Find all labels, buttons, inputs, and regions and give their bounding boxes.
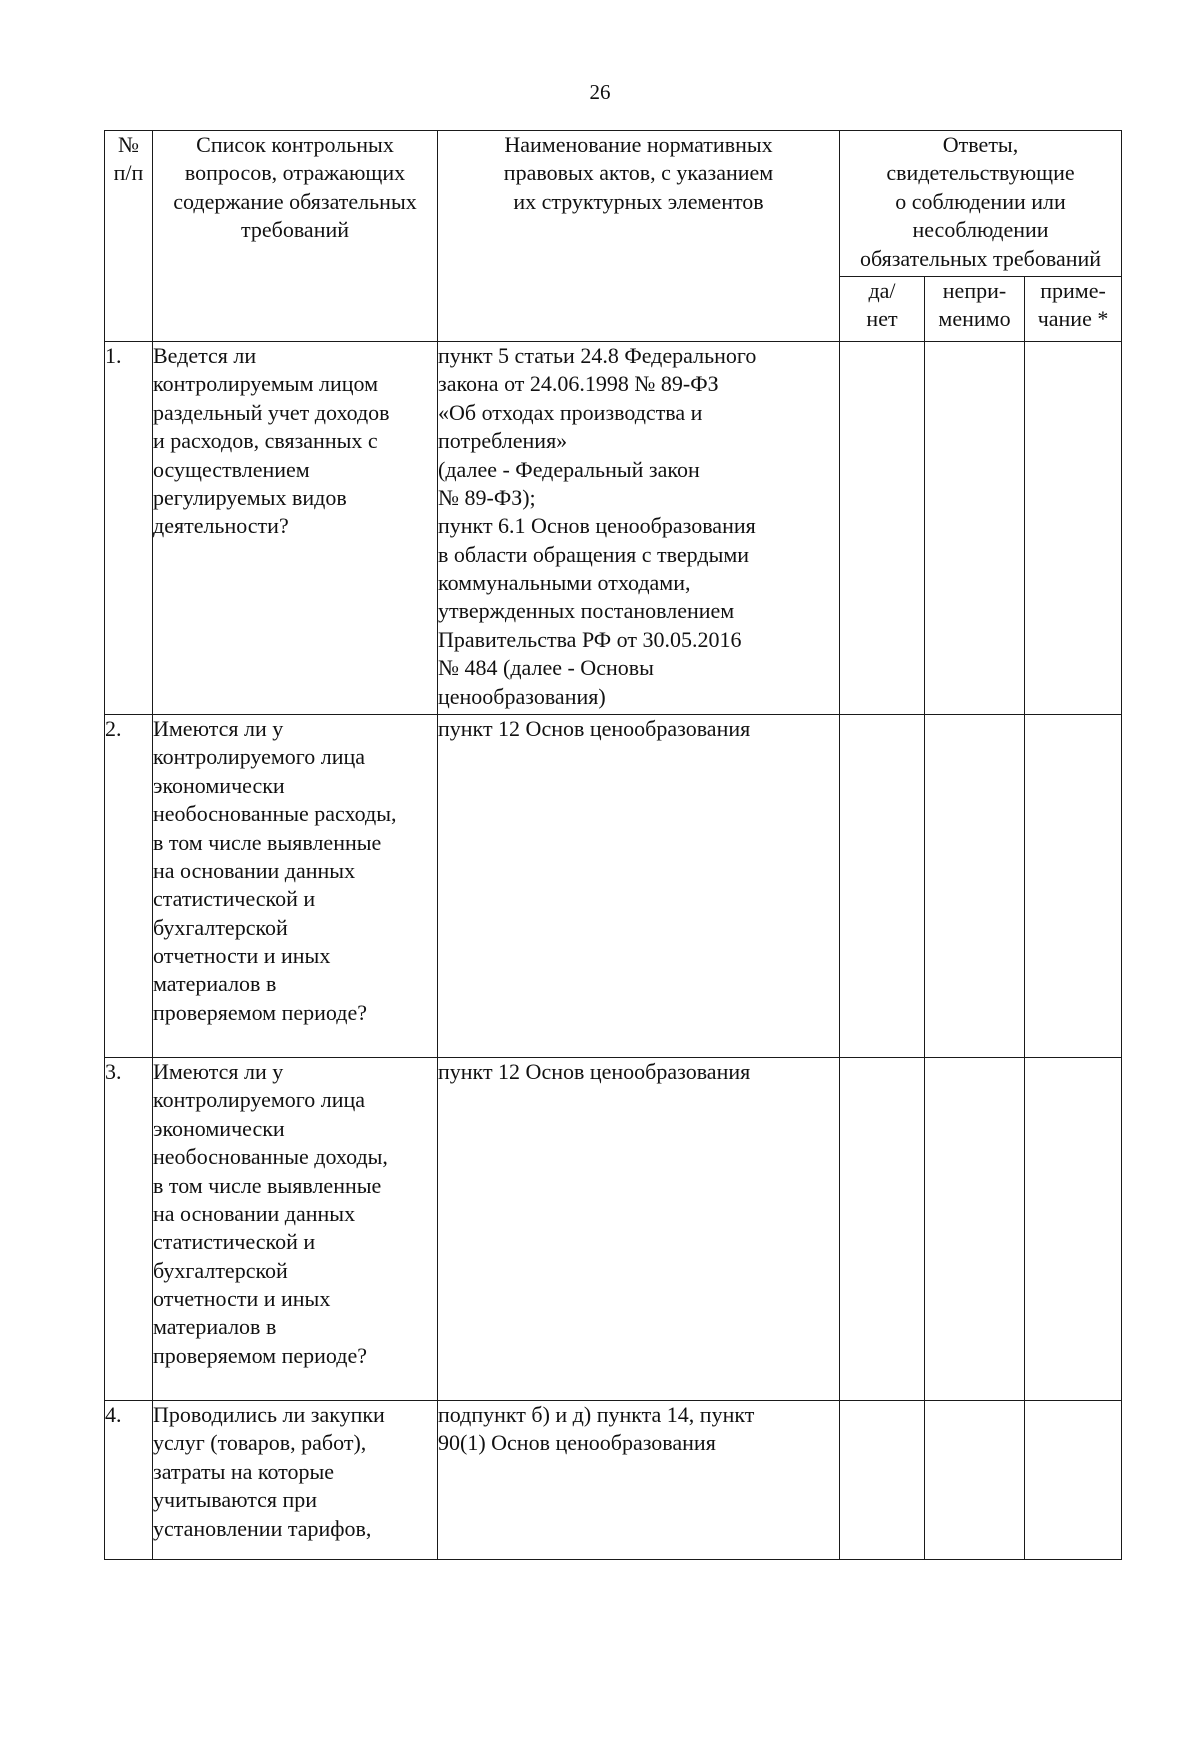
answer-yes-no-cell[interactable] xyxy=(840,1401,925,1560)
row-legal-acts: подпункт б) и д) пункта 14, пункт 90(1) Основ ценообразования xyxy=(438,1401,840,1560)
row-question: Проводились ли закупки услуг (товаров, работ), затраты на которые учитываются при установлении тарифов, xyxy=(153,1401,438,1560)
answer-not-applicable-cell[interactable] xyxy=(925,1058,1025,1401)
header-note: приме- чание * xyxy=(1025,277,1122,342)
row-question: Ведется ли контролируемым лицом раздельный учет доходов и расходов, связанных с осуществлением регулируемых видов деятельности? xyxy=(153,342,438,715)
answer-yes-no-cell[interactable] xyxy=(840,1058,925,1401)
header-answers: Ответы, свидетельствующие о соблюдении или несоблюдении обязательных требований xyxy=(840,131,1122,277)
row-number: 3. xyxy=(105,1058,153,1401)
answer-not-applicable-cell[interactable] xyxy=(925,715,1025,1058)
row-question: Имеются ли у контролируемого лица экономически необоснованные расходы, в том числе выявленные на основании данных статистической и бухгалтерской отчетности и иных материалов в проверяемом периоде? xyxy=(153,715,438,1058)
header-questions: Список контрольных вопросов, отражающих содержание обязательных требований xyxy=(153,131,438,342)
header-yes-no: да/ нет xyxy=(840,277,925,342)
header-not-applicable: непри- менимо xyxy=(925,277,1025,342)
header-legal-acts: Наименование нормативных правовых актов, с указанием их структурных элементов xyxy=(438,131,840,342)
answer-yes-no-cell[interactable] xyxy=(840,715,925,1058)
answer-note-cell[interactable] xyxy=(1025,342,1122,715)
table-row xyxy=(105,1058,1122,1401)
answer-note-cell[interactable] xyxy=(1025,1401,1122,1560)
answer-not-applicable-cell[interactable] xyxy=(925,1401,1025,1560)
table-row xyxy=(105,342,1122,715)
row-legal-acts: пункт 12 Основ ценообразования xyxy=(438,715,840,1058)
row-number: 4. xyxy=(105,1401,153,1560)
answer-not-applicable-cell[interactable] xyxy=(925,342,1025,715)
answer-note-cell[interactable] xyxy=(1025,1058,1122,1401)
row-legal-acts: пункт 5 статьи 24.8 Федерального закона от 24.06.1998 № 89-ФЗ «Об отходах производства и потребления» (далее - Федеральный закон № 89-ФЗ); пункт 6.1 Основ ценообразования в области обращения с твердыми коммунальными отходами, утвержденных постановлением Правительства РФ от 30.05.2016 № 484 (далее - Основы ценообразования) xyxy=(438,342,840,715)
row-legal-acts: пункт 12 Основ ценообразования xyxy=(438,1058,840,1401)
answer-note-cell[interactable] xyxy=(1025,715,1122,1058)
answer-yes-no-cell[interactable] xyxy=(840,342,925,715)
table-row xyxy=(105,715,1122,1058)
page-number: 26 xyxy=(589,80,611,104)
header-number: № п/п xyxy=(105,131,153,342)
row-number: 2. xyxy=(105,715,153,1058)
row-question: Имеются ли у контролируемого лица экономически необоснованные доходы, в том числе выявленные на основании данных статистической и бухгалтерской отчетности и иных материалов в проверяемом периоде? xyxy=(153,1058,438,1401)
checklist-table xyxy=(104,130,1122,1560)
table-row xyxy=(105,1401,1122,1560)
row-number: 1. xyxy=(105,342,153,715)
header-row xyxy=(105,131,1122,277)
